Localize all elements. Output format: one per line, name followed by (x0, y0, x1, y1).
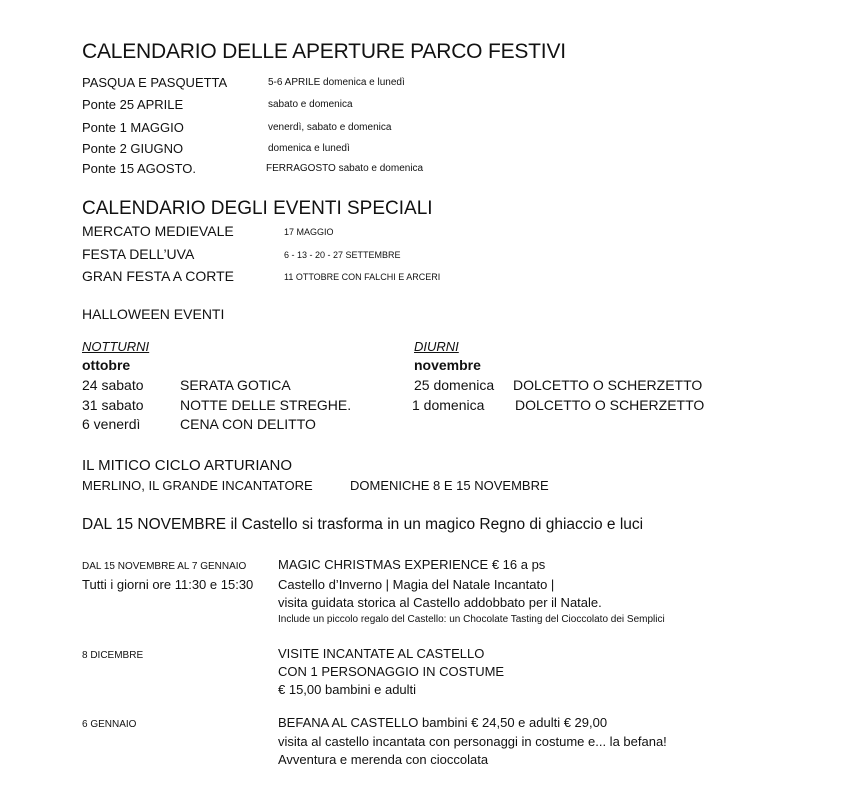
visite-title1: VISITE INCANTATE AL CASTELLO (278, 646, 485, 661)
magic-line1: Castello d’Inverno | Magia del Natale Incantato | (278, 577, 555, 592)
notturni-month: ottobre (82, 357, 131, 373)
eventi-label: GRAN FESTA A CORTE (82, 268, 234, 284)
eventi-label: MERCATO MEDIEVALE (82, 223, 234, 239)
befana-line1: visita al castello incantata con personaggi in costume e... la befana! (278, 734, 667, 749)
notturni-event: NOTTE DELLE STREGHE. (180, 397, 352, 413)
visite-title2: CON 1 PERSONAGGIO IN COSTUME (278, 664, 505, 679)
befana-date: 6 GENNAIO (82, 719, 137, 730)
eventi-title: CALENDARIO DEGLI EVENTI SPECIALI (82, 198, 433, 219)
notturni-event: CENA CON DELITTO (180, 416, 316, 432)
visite-date: 8 DICEMBRE (82, 650, 144, 661)
halloween-title: HALLOWEEN EVENTI (82, 306, 225, 322)
magic-times: Tutti i giorni ore 11:30 e 15:30 (82, 577, 254, 592)
befana-line2: Avventura e merenda con cioccolata (278, 752, 489, 767)
arturiano-label: MERLINO, IL GRANDE INCANTATORE (82, 478, 313, 493)
aperture-label: Ponte 25 APRILE (82, 97, 184, 112)
aperture-label: Ponte 1 MAGGIO (82, 120, 184, 135)
aperture-title: CALENDARIO DELLE APERTURE PARCO FESTIVI (82, 40, 566, 63)
visite-price: € 15,00 bambini e adulti (278, 682, 417, 697)
eventi-detail: 6 - 13 - 20 - 27 SETTEMBRE (284, 250, 401, 260)
arturiano-title: IL MITICO CICLO ARTURIANO (82, 457, 293, 474)
magic-line2: visita guidata storica al Castello addobbato per il Natale. (278, 595, 602, 610)
aperture-label: PASQUA E PASQUETTA (82, 75, 228, 90)
aperture-label: Ponte 15 AGOSTO. (82, 161, 196, 176)
aperture-detail: 5-6 APRILE domenica e lunedì (268, 77, 405, 88)
befana-title-line (278, 715, 607, 730)
diurni-event: DOLCETTO O SCHERZETTO (513, 377, 703, 393)
befana-price: bambini € 24,50 e adulti € 29,00 (418, 715, 608, 730)
eventi-detail: 17 MAGGIO (284, 227, 334, 237)
magic-title-line (278, 557, 545, 572)
magic-title: MAGIC CHRISTMAS EXPERIENCE (278, 557, 489, 572)
diurni-date: 25 domenica (414, 377, 495, 393)
diurni-date: 1 domenica (412, 397, 485, 413)
notturni-heading: NOTTURNI (82, 339, 150, 354)
natale-headline: DAL 15 NOVEMBRE il Castello si trasforma in un magico Regno di ghiaccio e luci (82, 516, 644, 533)
aperture-detail: venerdì, sabato e domenica (268, 122, 392, 133)
eventi-detail: 11 OTTOBRE CON FALCHI E ARCERI (284, 272, 441, 282)
magic-date: DAL 15 NOVEMBRE AL 7 GENNAIO (82, 561, 247, 572)
aperture-label: Ponte 2 GIUGNO (82, 141, 184, 156)
notturni-date: 6 venerdì (82, 416, 141, 432)
diurni-month: novembre (414, 357, 481, 373)
eventi-label: FESTA DELL’UVA (82, 246, 195, 262)
diurni-heading: DIURNI (414, 339, 459, 354)
aperture-detail: sabato e domenica (268, 99, 353, 110)
notturni-event: SERATA GOTICA (180, 377, 291, 393)
befana-title: BEFANA AL CASTELLO (278, 715, 419, 730)
aperture-detail: domenica e lunedì (268, 143, 350, 154)
magic-line3: Include un piccolo regalo del Castello: un Chocolate Tasting del Cioccolato dei Semplici (278, 614, 665, 625)
notturni-date: 31 sabato (82, 397, 144, 413)
diurni-event: DOLCETTO O SCHERZETTO (515, 397, 705, 413)
aperture-detail: FERRAGOSTO sabato e domenica (266, 163, 424, 174)
magic-price: € 16 a ps (488, 557, 546, 572)
arturiano-dates: DOMENICHE 8 E 15 NOVEMBRE (350, 478, 549, 493)
notturni-date: 24 sabato (82, 377, 144, 393)
